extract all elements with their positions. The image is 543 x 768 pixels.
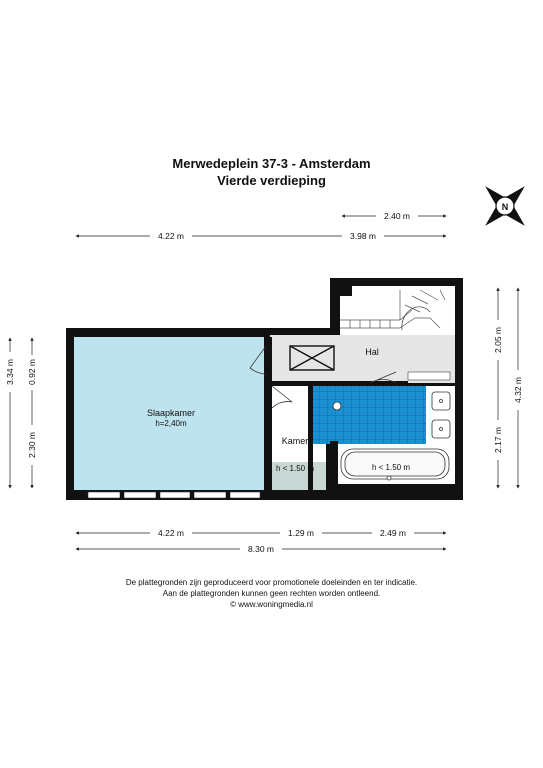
dim-bottom-left: 4.22 m	[158, 528, 184, 538]
dim-bottom-right: 2.49 m	[380, 528, 406, 538]
dim-left-lower: 2.30 m	[27, 432, 37, 458]
dim-right-total: 4.32 m	[513, 377, 523, 403]
dim-top-mid: 3.98 m	[350, 231, 376, 241]
dim-right-upper: 2.05 m	[493, 327, 503, 353]
footer-disclaimer-1: De plattegronden zijn geproduceerd voor promotionele doeleinden en ter indicatie.	[125, 578, 418, 587]
dim-left-total: 3.34 m	[5, 359, 15, 385]
compass-north-label: N	[501, 202, 509, 212]
wall-chimney	[340, 286, 352, 296]
dim-top-left: 4.22 m	[158, 231, 184, 241]
plan-title: Merwedeplein 37-3 - Amsterdam	[172, 156, 371, 171]
bathroom-tiles	[312, 386, 426, 444]
hall-cabinet	[408, 372, 450, 380]
footer-disclaimer-2: Aan de plattegronden kunnen geen rechten worden ontleend.	[162, 589, 381, 598]
footer-credit: © www.woningmedia.nl	[230, 600, 313, 609]
wall-bath-left	[308, 381, 313, 490]
wall-bath-lower	[330, 441, 338, 490]
windows	[88, 492, 260, 498]
plan-subtitle: Vierde verdieping	[217, 173, 326, 188]
wall-bedroom-kamer	[264, 337, 272, 490]
dim-right-lower: 2.17 m	[493, 427, 503, 453]
wall-stair-left	[330, 286, 340, 335]
room-slaapkamer-height: h=2,40m	[155, 419, 187, 428]
dim-bottom-mid: 1.29 m	[288, 528, 314, 538]
room-slaapkamer: Slaapkamer	[146, 408, 196, 418]
dim-left-upper: 0.92 m	[27, 359, 37, 385]
room-hal: Hal	[365, 347, 379, 357]
bath-low-ceiling-label: h < 1.50 m	[371, 463, 411, 472]
dim-bottom-total: 8.30 m	[248, 544, 274, 554]
dim-top-right: 2.40 m	[384, 211, 410, 221]
kamer-low-ceiling-label: h < 1.50 m	[275, 464, 315, 473]
room-kamer: Kamer	[281, 436, 309, 446]
wall-kamer-top	[270, 381, 312, 386]
